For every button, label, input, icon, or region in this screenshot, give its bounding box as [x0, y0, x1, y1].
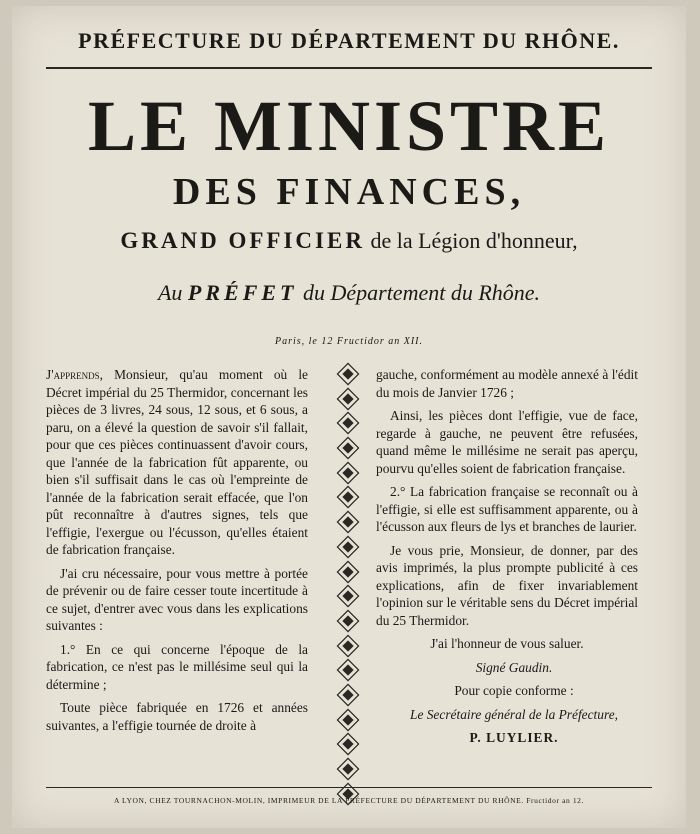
right-paragraph-1: gauche, conformément au modèle annexé à l'édit du mois de Janvier 1726 ;	[376, 367, 638, 400]
left-paragraph-1	[46, 366, 308, 559]
diamond-ornament	[337, 585, 360, 608]
right-column	[376, 366, 638, 753]
diamond-ornament	[337, 437, 360, 460]
grand-officier-line	[12, 228, 686, 254]
minister-title: LE MINISTRE	[87, 86, 611, 166]
diamond-ornament	[337, 634, 360, 657]
diamond-ornament	[337, 659, 360, 682]
left-paragraph-3: 1.° En ce qui concerne l'époque de la fabrication, ce n'est pas le millésime seul qui la détermine ;	[46, 641, 308, 692]
au-text: Au	[157, 280, 188, 305]
printer-imprint: A LYON, CHEZ TOURNACHON-MOLIN, IMPRIMEUR DE LA PRÉFECTURE DU DÉPARTEMENT DU RHÔNE. Fructidor an 12.	[113, 796, 584, 805]
proclamation-sheet	[12, 6, 686, 828]
legion-honneur-text: de la Légion d'honneur,	[364, 228, 578, 253]
signatory-name: P. LUYLIER.	[469, 730, 559, 745]
prefecture-heading: PRÉFECTURE DU DÉPARTEMENT DU RHÔNE.	[78, 28, 620, 53]
right-paragraph-3: 2.° La fabrication française se reconnaît ou à l'effigie, si elle est suffisamment apparente, ou à l'écusson aux fleurs de lys et branches de laurier.	[376, 484, 638, 534]
ornamental-divider	[338, 366, 358, 810]
right-paragraph-2: Ainsi, les pièces dont l'effigie, vue de face, regarde à gauche, ne peuvent être refusées, quand même le millésime ne serait pas aperçu, pourvu qu'elles soient de fabrication française.	[376, 408, 638, 476]
diamond-ornament	[337, 733, 360, 756]
diamond-ornament	[337, 387, 360, 410]
left-paragraph-2: J'ai cru nécessaire, pour vous mettre à portée de prévenir ou de faire cesser toute incertitude à ce sujet, d'entrer avec vous dans les explications suivantes :	[46, 565, 308, 633]
au-prefet-line	[12, 280, 686, 306]
diamond-ornament	[337, 486, 360, 509]
diamond-ornament	[337, 412, 360, 435]
copy-conforme: Pour copie conforme :	[454, 683, 574, 698]
left-paragraph-1-text: , Monsieur, qu'au moment où le Décret impérial du 25 Thermidor, concernant les pièces de 3 livres, 24 sous, 12 sous, et 6 sous, a paru, on a élevé la question de savoir s'il fallait, pour que ces pièces continuassent d'avoir cours, que l'année de la fabrication fût apparente, ou bien s'il suffisait dans le cas où l'empreinte de l'année de la fabrication serait effacée, que l'on pût reconnaître à d'autres signes, tels que l'effigie, l'exergue ou l'écusson, qu'elles étaient de fabrication française.	[46, 367, 308, 557]
finances-title: DES FINANCES,	[172, 171, 526, 213]
top-rule	[46, 67, 652, 69]
diamond-ornament	[337, 511, 360, 534]
diamond-ornament	[337, 560, 360, 583]
salutation: J'ai l'honneur de vous saluer.	[430, 636, 584, 651]
dateline: Paris, le 12 Fructidor an XII.	[274, 336, 424, 347]
opening-word: J'apprends	[46, 367, 100, 382]
secretary-line: Le Secrétaire général de la Préfecture,	[410, 706, 618, 722]
diamond-ornament	[337, 363, 360, 386]
prefet-caps: PRÉFET	[187, 280, 298, 305]
right-paragraph-4: Je vous prie, Monsieur, de donner, par des avis imprimés, la plus prompte publicité à ces explications, afin de fixer invariablement l'opinion sur le véritable sens du Décret impérial du 25 Thermidor.	[376, 542, 638, 628]
diamond-ornament	[337, 535, 360, 558]
left-paragraph-4: Toute pièce fabriquée en 1726 et années suivantes, a l'effigie tournée de droite à	[46, 700, 308, 733]
diamond-ornament	[337, 461, 360, 484]
grand-officier-caps: GRAND OFFICIER	[120, 228, 365, 253]
diamond-ornament	[337, 708, 360, 731]
diamond-ornament	[337, 610, 360, 633]
diamond-ornament	[337, 684, 360, 707]
signed-gaudin: Signé Gaudin.	[475, 659, 553, 675]
departement-text: du Département du Rhône.	[297, 280, 541, 305]
left-column	[46, 366, 308, 740]
diamond-ornament	[337, 758, 360, 781]
bottom-rule	[46, 787, 652, 788]
